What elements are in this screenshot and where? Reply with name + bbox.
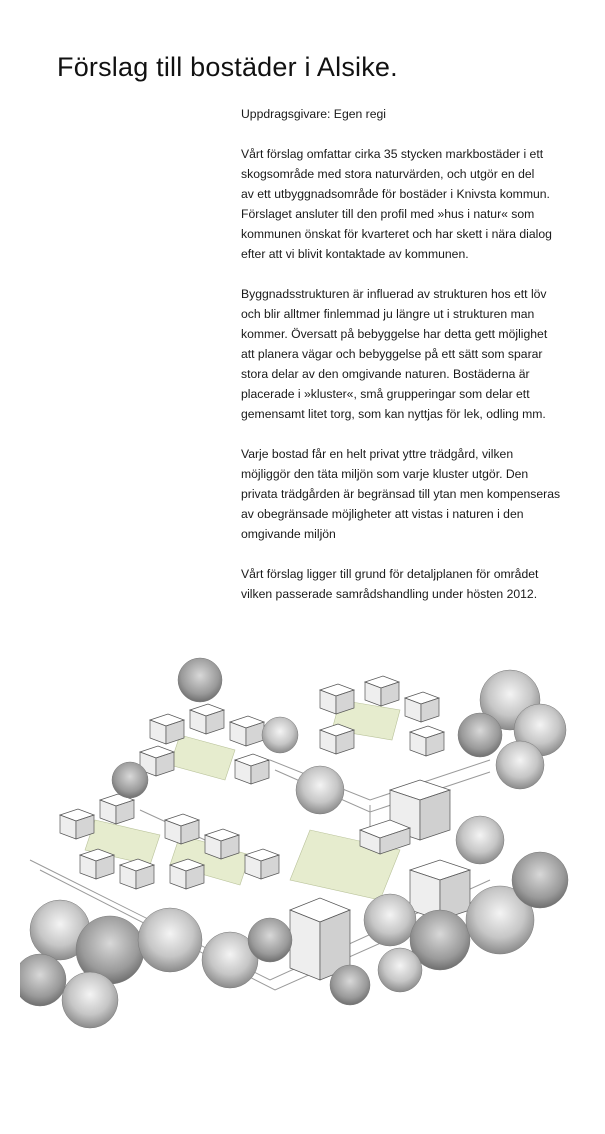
- text-line: Vårt förslag omfattar cirka 35 stycken markbostäder i ett: [241, 147, 544, 161]
- client-paragraph: [241, 104, 581, 124]
- page-title: Förslag till bostäder i Alsike.: [57, 52, 398, 82]
- text-line: av ett utbyggnadsområde för bostäder i Knivsta kommun.: [241, 187, 550, 201]
- tree: [112, 762, 148, 798]
- text-line: omgivande miljön: [241, 527, 336, 541]
- client-line: Uppdragsgivare: Egen regi: [241, 107, 386, 121]
- paragraph-structure: [241, 284, 581, 424]
- house: [245, 849, 279, 879]
- text-line: privata trädgården är begränsad till ytan men kompenseras: [241, 487, 561, 501]
- text-line: Byggnadsstrukturen är influerad av strukturen hos ett löv: [241, 287, 547, 301]
- text-line: och blir alltmer finlemmad ju längre ut i strukturen man: [241, 307, 535, 321]
- text-line: vilken passerade samrådshandling under hösten 2012.: [241, 587, 538, 601]
- house: [235, 754, 269, 784]
- text-line: möjliggör den täta miljön som varje kluster utgör. Den: [241, 467, 529, 481]
- text-line: kommer. Översatt på bebyggelse har detta gett möjlighet: [241, 327, 548, 341]
- house: [365, 676, 399, 706]
- house: [165, 814, 199, 844]
- paragraph-gardens: [241, 444, 581, 544]
- house: [170, 859, 204, 889]
- tree: [364, 894, 416, 946]
- tree: [512, 852, 568, 908]
- house: [80, 849, 114, 879]
- house: [230, 716, 264, 746]
- text-line: gemensamt litet torg, som kan nyttjas för lek, odling mm.: [241, 407, 546, 421]
- house: [320, 724, 354, 754]
- text-line: Förslaget ansluter till den profil med »hus i natur« som: [241, 207, 535, 221]
- tree: [20, 954, 66, 1006]
- text-line: skogsområde med stora naturvärden, och utgör en del: [241, 167, 535, 181]
- house: [205, 829, 239, 859]
- text-line: stora delar av den omgivande naturen. Bostäderna är: [241, 367, 530, 381]
- tree: [458, 713, 502, 757]
- paragraph-detail-plan: [241, 564, 581, 604]
- tree: [456, 816, 504, 864]
- tree: [138, 908, 202, 972]
- text-line: placerade i »kluster«, små grupperingar som delar ett: [241, 387, 530, 401]
- tree: [330, 965, 370, 1005]
- text-line: av obegränsade möjligheter att vistas i naturen i den: [241, 507, 524, 521]
- tree: [178, 658, 222, 702]
- house: [410, 726, 444, 756]
- house: [320, 684, 354, 714]
- aerial-site-illustration: [20, 640, 585, 1040]
- house: [60, 809, 94, 839]
- tree: [296, 766, 344, 814]
- text-line: Vårt förslag ligger till grund för detaljplanen för området: [241, 567, 539, 581]
- tree: [62, 972, 118, 1028]
- project-description: [241, 104, 581, 624]
- house: [150, 714, 184, 744]
- house: [120, 859, 154, 889]
- text-line: kommunen önskat för kvarteret och har skett i nära dialog: [241, 227, 552, 241]
- tree: [262, 717, 298, 753]
- text-line: efter att vi blivit kontaktade av kommunen.: [241, 247, 469, 261]
- tree: [248, 918, 292, 962]
- tree: [496, 741, 544, 789]
- tree: [378, 948, 422, 992]
- text-line: att planera vägar och bebyggelse på ett sätt som sparar: [241, 347, 543, 361]
- house: [100, 794, 134, 824]
- house: [190, 704, 224, 734]
- paragraph-intro: [241, 144, 581, 264]
- text-line: Varje bostad får en helt privat yttre trädgård, vilken: [241, 447, 514, 461]
- house: [405, 692, 439, 722]
